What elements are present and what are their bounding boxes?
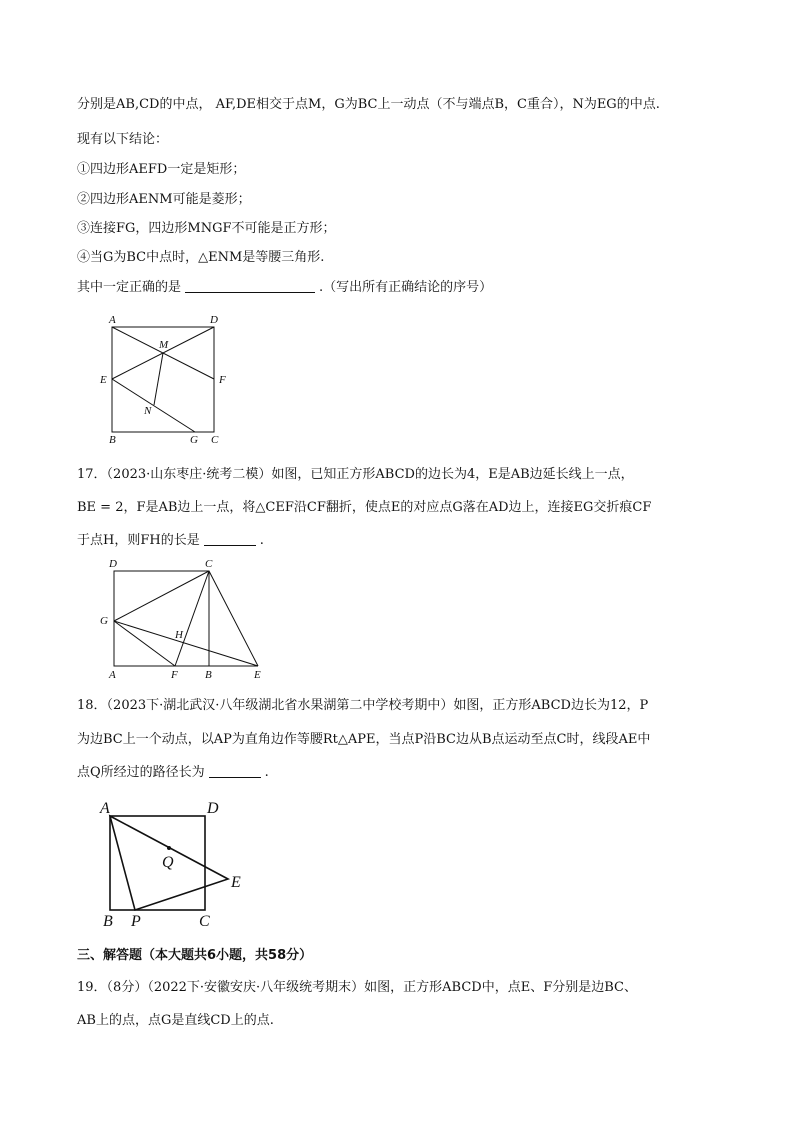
p16-conclusion-2: ②四边形AENM可能是菱形；	[77, 192, 251, 207]
p16-segment-EG	[112, 379, 195, 432]
p18-text-line-1: 18．（2023下·湖北武汉·八年级湖北省水果湖第二中学校考期中）如图，正方形ABCD边长为12，P	[77, 698, 649, 713]
p17-text-line-3	[77, 532, 264, 550]
p17-label-H: H	[175, 629, 183, 641]
p19-text-line-1: 19．（8分）（2022下·安徽安庆·八年级统考期末）如图，正方形ABCD中，点E、F分别是边BC、	[77, 980, 637, 995]
p16-label-N: N	[144, 405, 152, 417]
p18-figure	[95, 795, 265, 930]
p19-text-line-2: AB上的点，点G是直线CD上的点.	[77, 1013, 274, 1028]
p16-label-D: D	[210, 314, 218, 326]
p18-label-P: P	[131, 913, 141, 930]
p17-question-before: 于点H，则FH的长是	[77, 533, 200, 548]
p17-label-G: G	[100, 615, 108, 627]
p17-label-D: D	[109, 558, 117, 570]
p17-segment-GC	[114, 571, 209, 621]
p16-label-M: M	[159, 339, 169, 351]
p16-label-C: C	[211, 434, 219, 446]
p18-label-D: D	[207, 800, 219, 817]
p18-label-C: C	[199, 913, 210, 930]
p16-figure	[95, 310, 245, 450]
p16-conclusion-1: ①四边形AEFD一定是矩形；	[77, 162, 246, 177]
p16-label-E: E	[100, 374, 107, 386]
p17-label-C: C	[205, 558, 213, 570]
p17-answer-blank[interactable]	[204, 532, 256, 546]
section-heading: 三、解答题（本大题共6小题，共58分）	[77, 948, 313, 963]
p17-label-E: E	[254, 669, 261, 681]
p17-label-B: B	[205, 669, 212, 681]
p17-segment-CF	[175, 571, 209, 666]
p18-question-after: .	[264, 765, 269, 780]
p17-text-line-1: 17．（2023·山东枣庄·统考二模）如图，已知正方形ABCD的边长为4，E是AB边延长线上一点，	[77, 467, 634, 482]
p16-label-G: G	[190, 434, 198, 446]
p18-label-B: B	[103, 913, 113, 930]
p17-label-F: F	[171, 669, 178, 681]
p18-question-before: 点Q所经过的路径长为	[77, 765, 205, 780]
p16-conclusion-3: ③连接FG，四边形MNGF不可能是正方形；	[77, 221, 336, 236]
p16-conclusion-4: ④当G为BC中点时，△ENM是等腰三角形.	[77, 250, 325, 265]
p18-point-Q	[167, 846, 171, 850]
p16-question-before: 其中一定正确的是	[77, 280, 182, 295]
p17-figure	[95, 556, 275, 686]
p16-label-B: B	[109, 434, 116, 446]
p17-segment-GF	[114, 621, 175, 666]
p17-segment-GE	[114, 621, 258, 666]
p17-segment-CE	[209, 571, 258, 666]
p18-text-line-3	[77, 764, 269, 782]
p18-label-A: A	[100, 800, 110, 817]
p16-label-F: F	[219, 374, 226, 386]
p17-label-A: A	[109, 669, 116, 681]
p16-answer-blank[interactable]	[185, 279, 315, 293]
p16-text-line-1: 分别是AB,CD的中点， AF,DE相交于点M，G为BC上一动点（不与端点B，C重合），N为EG的中点.	[77, 97, 660, 112]
p17-square	[114, 571, 209, 666]
p16-question-after: .（写出所有正确结论的序号）	[319, 280, 493, 295]
p18-text-line-2: 为边BC上一个动点，以AP为直角边作等腰Rt△APE，当点P沿BC边从B点运动至点C时，线段AE中	[77, 732, 651, 747]
p16-question	[77, 279, 492, 297]
p17-text-line-2: BE = 2，F是AB边上一点，将△CEF沿CF翻折，使点E的对应点G落在AD边上，连接EG交折痕CF	[77, 500, 652, 515]
p16-segment-MN	[154, 353, 163, 405]
p17-question-after: .	[259, 533, 264, 548]
p16-label-A: A	[109, 314, 116, 326]
p18-square	[110, 816, 205, 910]
p16-text-line-2: 现有以下结论：	[77, 132, 169, 147]
p18-answer-blank[interactable]	[209, 764, 261, 778]
p18-label-Q: Q	[162, 854, 174, 871]
p18-label-E: E	[231, 874, 241, 891]
